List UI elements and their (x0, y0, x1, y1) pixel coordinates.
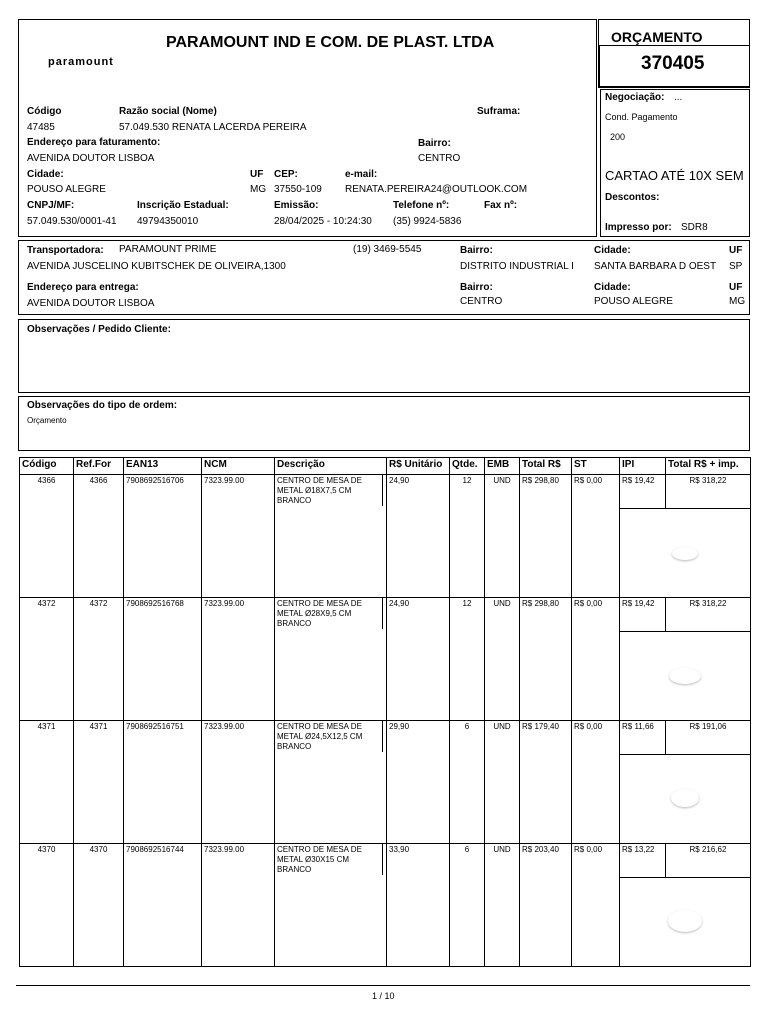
email-value: RENATA.PEREIRA24@OUTLOOK.COM (345, 184, 528, 195)
emissao-value: 28/04/2025 - 10:24:30 (274, 216, 372, 227)
obs-tipo-label: Observações do tipo de ordem: (27, 400, 178, 411)
razao-label: Razão social (Nome) (119, 106, 217, 117)
cell-emb: UND (485, 721, 520, 844)
product-image-cell (620, 632, 751, 721)
uf-label: UF (250, 169, 264, 180)
cell-total: R$ 298,80 (520, 598, 572, 721)
cell-total-imp: R$ 318,22 (666, 598, 751, 632)
cell-unitario: 29,90 (387, 721, 450, 844)
transport-cidade-label: Cidade: (594, 245, 631, 256)
entrega-bairro: CENTRO (460, 296, 503, 307)
cell-ref: 4372 (74, 598, 124, 721)
cell-descricao (275, 721, 387, 844)
descontos-label: Descontos: (605, 192, 660, 203)
transport-uf-label: UF (729, 245, 743, 256)
col-header-ncm: NCM (202, 458, 275, 475)
cell-codigo: 4371 (20, 721, 74, 844)
suframa-label: Suframa: (477, 106, 521, 117)
cell-descricao (275, 475, 387, 598)
cell-emb: UND (485, 844, 520, 967)
ie-label: Inscrição Estadual: (137, 200, 229, 211)
company-logo: paramount (48, 56, 114, 68)
col-header-total-imp: Total R$ + imp. (666, 458, 751, 475)
endereco-fat-label: Endereço para faturamento: (27, 137, 161, 148)
cell-unitario: 33,90 (387, 844, 450, 967)
table-row (20, 844, 751, 878)
entrega-label: Endereço para entrega: (27, 282, 139, 293)
page-number: 1 / 10 (372, 991, 395, 1001)
descricao-text: CENTRO DE MESA DE METAL Ø28X9,5 CM BRANCO (275, 598, 383, 629)
cell-emb: UND (485, 598, 520, 721)
cell-ncm: 7323.99.00 (202, 844, 275, 967)
transport-bairro: DISTRITO INDUSTRIAL I (460, 261, 574, 272)
cell-codigo: 4366 (20, 475, 74, 598)
entrega-uf: MG (729, 296, 746, 307)
cond-pagamento-label: Cond. Pagamento (605, 112, 678, 122)
col-header-ean: EAN13 (124, 458, 202, 475)
cell-qtde: 12 (450, 475, 485, 598)
transportadora-label: Transportadora: (27, 245, 104, 256)
cell-unitario: 24,90 (387, 475, 450, 598)
product-image (671, 789, 699, 807)
bairro-label: Bairro: (418, 138, 451, 149)
cell-st: R$ 0,00 (572, 721, 620, 844)
bairro-value: CENTRO (418, 153, 461, 164)
descricao-text: CENTRO DE MESA DE METAL Ø18X7,5 CM BRANCO (275, 475, 383, 506)
descricao-text: CENTRO DE MESA DE METAL Ø24,5X12,5 CM BRANCO (275, 721, 383, 752)
transportadora-value: PARAMOUNT PRIME (119, 244, 217, 255)
cell-ean: 7908692516706 (124, 475, 202, 598)
cell-ref: 4366 (74, 475, 124, 598)
table-row (20, 598, 751, 632)
col-header-qtde: Qtde. (450, 458, 485, 475)
cell-ean: 7908692516744 (124, 844, 202, 967)
cidade-label: Cidade: (27, 169, 64, 180)
cell-total: R$ 179,40 (520, 721, 572, 844)
telefone-value: (35) 9924-5836 (393, 216, 462, 227)
entrega-bairro-label: Bairro: (460, 282, 493, 293)
orcamento-number: 370405 (641, 53, 705, 74)
entrega-uf-label: UF (729, 282, 743, 293)
cell-ncm: 7323.99.00 (202, 721, 275, 844)
cell-qtde: 6 (450, 844, 485, 967)
entrega-cidade: POUSO ALEGRE (594, 296, 673, 307)
negociacao-value: ... (674, 92, 683, 103)
cell-st: R$ 0,00 (572, 598, 620, 721)
table-header-row (20, 458, 751, 475)
cell-descricao (275, 598, 387, 721)
obs-pedido-label: Observações / Pedido Cliente: (27, 324, 171, 335)
table-row (20, 721, 751, 755)
col-header-emb: EMB (485, 458, 520, 475)
cell-ipi: R$ 19,42 (620, 598, 666, 632)
cell-ean: 7908692516768 (124, 598, 202, 721)
product-image (669, 668, 701, 684)
col-header-total: Total R$ (520, 458, 572, 475)
cell-total-imp: R$ 216,62 (666, 844, 751, 878)
obs-tipo-value: Orçamento (27, 416, 67, 425)
cond-pagamento-code: 200 (610, 132, 626, 142)
company-name: PARAMOUNT IND E COM. DE PLAST. LTDA (166, 34, 495, 51)
product-image (672, 547, 698, 560)
email-label: e-mail: (345, 169, 378, 180)
footer-divider (16, 985, 750, 986)
descricao-text: CENTRO DE MESA DE METAL Ø30X15 CM BRANCO (275, 844, 383, 875)
razao-value: 57.049.530 RENATA LACERDA PEREIRA (119, 122, 307, 133)
impresso-label: Impresso por: (605, 222, 672, 233)
cidade-value: POUSO ALEGRE (27, 184, 106, 195)
col-header-codigo: Código (20, 458, 74, 475)
cell-codigo: 4372 (20, 598, 74, 721)
cell-st: R$ 0,00 (572, 475, 620, 598)
cell-ipi: R$ 11,66 (620, 721, 666, 755)
cell-ref: 4371 (74, 721, 124, 844)
orcamento-label: ORÇAMENTO (611, 29, 703, 45)
fax-label: Fax nº: (484, 200, 518, 211)
cell-ref: 4370 (74, 844, 124, 967)
cell-total-imp: R$ 318,22 (666, 475, 751, 509)
entrega-endereco: AVENIDA DOUTOR LISBOA (27, 298, 155, 309)
codigo-value: 47485 (27, 122, 55, 133)
col-header-ref: Ref.For (74, 458, 124, 475)
cell-qtde: 12 (450, 598, 485, 721)
product-image-cell (620, 878, 751, 967)
transport-uf: SP (729, 261, 743, 272)
entrega-cidade-label: Cidade: (594, 282, 631, 293)
cell-qtde: 6 (450, 721, 485, 844)
transport-bairro-label: Bairro: (460, 245, 493, 256)
col-header-st: ST (572, 458, 620, 475)
cell-total: R$ 203,40 (520, 844, 572, 967)
product-image-cell (620, 509, 751, 598)
cell-ipi: R$ 19,42 (620, 475, 666, 509)
endereco-fat-value: AVENIDA DOUTOR LISBOA (27, 153, 155, 164)
cond-pagamento-text: CARTAO ATÉ 10X SEM (605, 168, 744, 183)
col-header-unitario: R$ Unitário (387, 458, 450, 475)
cnpj-label: CNPJ/MF: (27, 200, 75, 211)
cell-total-imp: R$ 191,06 (666, 721, 751, 755)
items-table (19, 457, 751, 967)
emissao-label: Emissão: (274, 200, 319, 211)
transport-endereco: AVENIDA JUSCELINO KUBITSCHEK DE OLIVEIRA,1300 (27, 261, 286, 272)
cell-codigo: 4370 (20, 844, 74, 967)
transport-cidade: SANTA BARBARA D OEST (594, 261, 717, 272)
cnpj-value: 57.049.530/0001-41 (27, 216, 117, 227)
cell-emb: UND (485, 475, 520, 598)
cell-ncm: 7323.99.00 (202, 475, 275, 598)
telefone-label: Telefone nº: (393, 200, 450, 211)
codigo-label: Código (27, 106, 62, 117)
cell-descricao (275, 844, 387, 967)
negociacao-label: Negociação: (605, 92, 665, 103)
product-image-cell (620, 755, 751, 844)
impresso-value: SDR8 (681, 222, 708, 233)
ie-value: 49794350010 (137, 216, 199, 227)
cell-total: R$ 298,80 (520, 475, 572, 598)
col-header-descricao: Descrição (275, 458, 387, 475)
cell-ncm: 7323.99.00 (202, 598, 275, 721)
transportadora-telefone: (19) 3469-5545 (353, 244, 422, 255)
cell-ipi: R$ 13,22 (620, 844, 666, 878)
table-row (20, 475, 751, 509)
cell-st: R$ 0,00 (572, 844, 620, 967)
product-image (668, 910, 702, 932)
uf-value: MG (250, 184, 267, 195)
cep-label: CEP: (274, 169, 298, 180)
cell-unitario: 24,90 (387, 598, 450, 721)
cell-ean: 7908692516751 (124, 721, 202, 844)
col-header-ipi: IPI (620, 458, 666, 475)
cep-value: 37550-109 (274, 184, 322, 195)
